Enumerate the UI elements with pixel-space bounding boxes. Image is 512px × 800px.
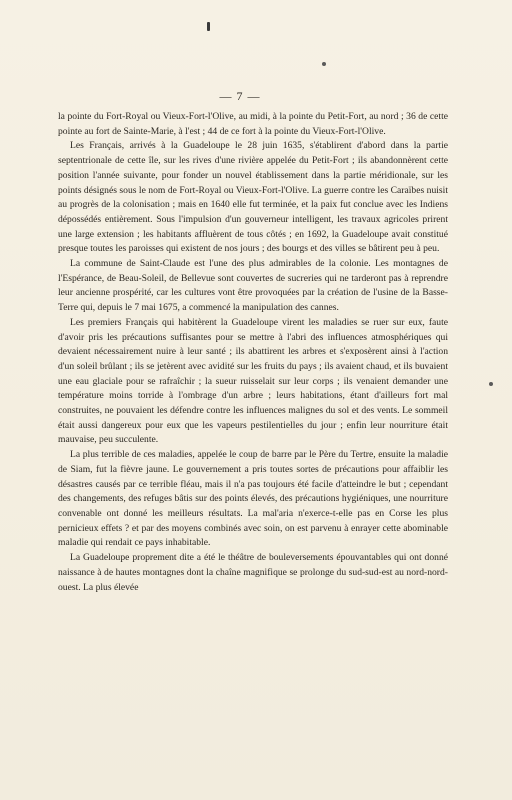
paragraph-6: La Guadeloupe proprement dite a été le théâtre de bouleversements épouvantables qui ont donné naissance à de hautes montagnes dont la chaîne magnifique se prolonge du sud-sud-est au nord-nord-ouest. La plus élevée: [58, 552, 448, 593]
paragraph-1: la pointe du Fort-Royal ou Vieux-Fort-l'Olive, au midi, à la pointe du Petit-Fort, au nord ; 36 de cette pointe au fort de Sainte-Marie, à l'est ; 44 de ce fort à la pointe du Vieux-Fort-l'Olive.: [58, 111, 448, 137]
ink-dot: [322, 62, 326, 66]
page-text: [58, 110, 448, 595]
ink-mark: [207, 22, 210, 31]
paragraph-5: La plus terrible de ces maladies, appelée le coup de barre par le Père du Tertre, ensuite la maladie de Siam, fut la fièvre jaune. Le gouvernement a pris toutes sortes de précautions pour affaiblir les désastres causés par ce terrible fléau, mais il n'a pas toujours été facile d'atteindre le but ; cependant des changements, des refuges bâtis sur des points élevés, des précautions hygiéniques, une nourriture convenable ont donné les meilleurs résultats. La mal'aria n'exerce-t-elle pas en Corse les plus pernicieux effets ? et par des moyens combinés avec soin, on est parvenu à enrayer cette abominable maladie qui rendait ce pays inhabitable.: [58, 449, 448, 549]
paragraph-2: Les Français, arrivés à la Guadeloupe le 28 juin 1635, s'établirent d'abord dans la partie septentrionale de cette île, sur les rives d'une rivière appelée du Petit-Fort ; ils abandonnèrent cette position l'année suivante, pour fonder un nouvel établissement dans la partie méridionale, sur les points désignés sous le nom de Fort-Royal ou Vieux-Fort-l'Olive. La guerre contre les Caraïbes nuisit au progrès de la colonisation ; mais en 1640 elle fut terminée, et la paix fut conclue avec les Indiens dépossédés entièrement. Sous l'impulsion d'un gouverneur intelligent, les travaux agricoles prirent une large extension ; les habitants affluèrent de tous côtés ; en 1692, la Guadeloupe avait constitué presque toutes les paroisses qui existent de nos jours ; des bourgs et des villes se bâtirent peu à peu.: [58, 140, 448, 255]
page-number: — 7 —: [219, 89, 261, 103]
margin-dot: [489, 382, 493, 386]
paragraph-4: Les premiers Français qui habitèrent la Guadeloupe virent les maladies se ruer sur eux, faute d'avoir pris les précautions suffisantes pour se mettre à l'abri des influences atmosphériques qui devaient nécessairement nuire à leur santé ; ils abattirent les arbres et s'exposèrent ainsi à l'action d'un soleil brûlant ; ils se jetèrent avec avidité sur les fruits du pays ; ils avaient chaud, et ils buvaient une eau glaciale pour se rafraîchir ; la sueur ruisselait sur leur corps ; ils venaient demander une température moins torride à l'ombrage d'un arbre ; leurs habitations, étant d'ailleurs fort mal construites, ne pouvaient les défendre contre les influences malignes du sol et des vents. Le sommeil était aussi dangereux pour eux que les vapeurs pestilentielles du jour ; enfin leur nourriture était mauvaise, peu succulente.: [58, 316, 448, 446]
paragraph-3: La commune de Saint-Claude est l'une des plus admirables de la colonie. Les montagnes de l'Espérance, de Beau-Soleil, de Bellevue sont couvertes de sucreries qui ne tarderont pas à reprendre leur ancienne prospérité, car les cultures vont être provoquées par la création de l'usine de la Basse-Terre qui, depuis le 7 mai 1675, a commencé la manipulation des cannes.: [58, 258, 448, 314]
